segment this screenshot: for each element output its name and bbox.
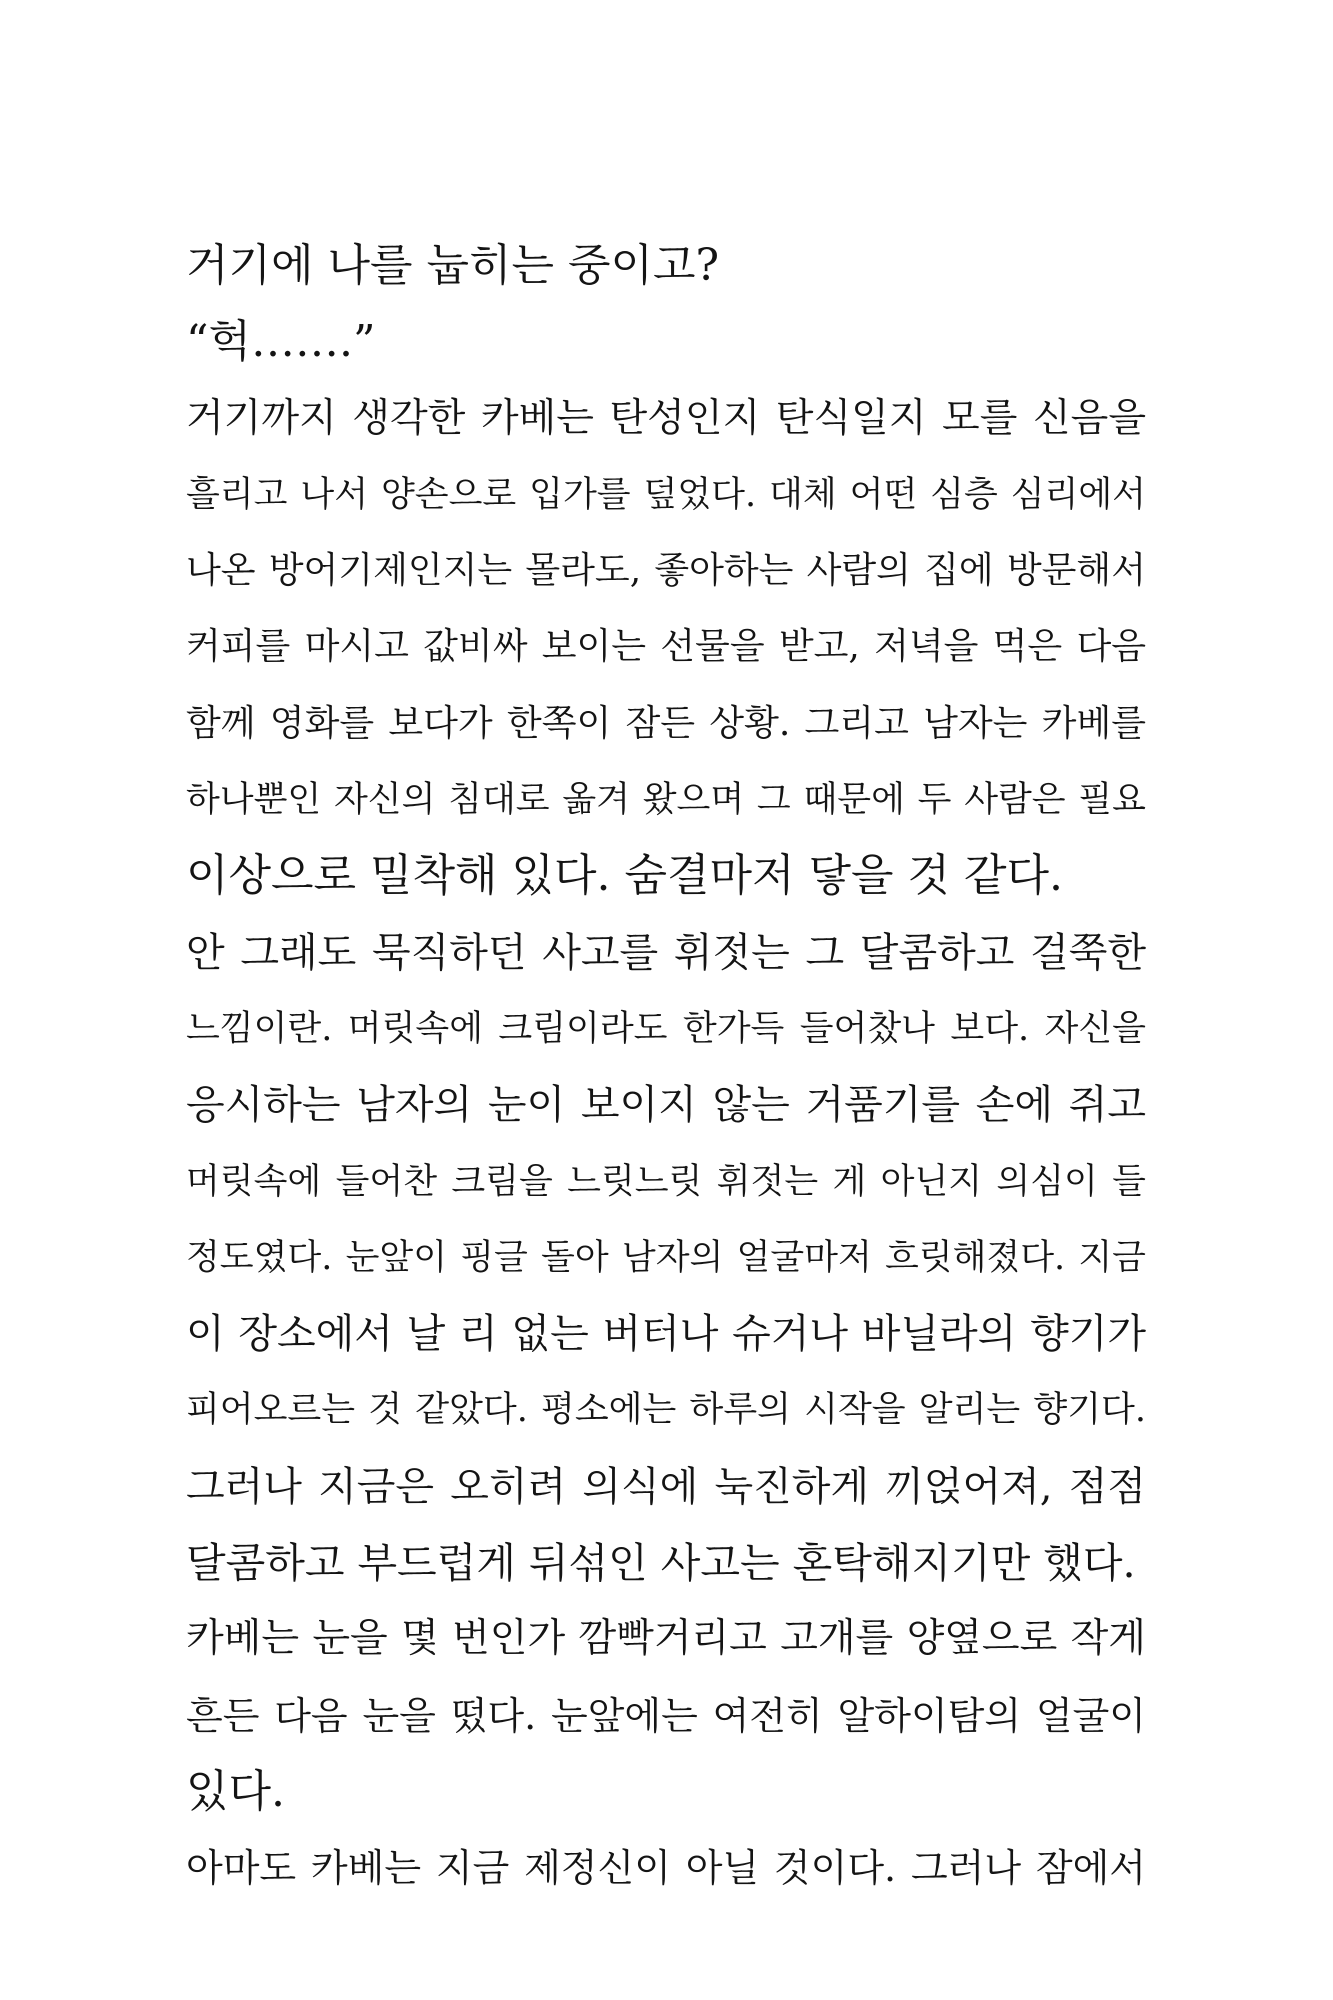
text-line: 이상으로 밀착해 있다. 숨결마저 닿을 것 같다. xyxy=(186,850,1063,902)
text-line: 나온 방어기제인지는 몰라도, 좋아하는 사람의 집에 방문해서 xyxy=(186,550,1146,592)
body-text xyxy=(186,228,1146,1907)
text-line: 커피를 마시고 값비싸 보이는 선물을 받고, 저녁을 먹은 다음 xyxy=(186,626,1146,668)
text-line: 아마도 카베는 지금 제정신이 아닐 것이다. 그러나 잠에서 xyxy=(186,1846,1146,1891)
text-line: 달콤하고 부드럽게 뒤섞인 사고는 혼탁해지기만 했다. xyxy=(186,1539,1136,1588)
text-line: 머릿속에 들어찬 크림을 느릿느릿 휘젓는 게 아닌지 의심이 들 xyxy=(186,1161,1146,1202)
text-line: 하나뿐인 자신의 침대로 옮겨 왔으며 그 때문에 두 사람은 필요 xyxy=(186,780,1146,821)
text-line: 있다. xyxy=(186,1765,285,1817)
text-line: 피어오르는 것 같았다. 평소에는 하루의 시작을 알리는 향기다. xyxy=(186,1390,1146,1431)
text-line: 거기에 나를 눕히는 중이고? xyxy=(186,240,720,291)
text-line: 느낌이란. 머릿속에 크림이라도 한가득 들어찼나 보다. 자신을 xyxy=(186,1008,1146,1049)
text-line: 함께 영화를 보다가 한쪽이 잠든 상황. 그리고 남자는 카베를 xyxy=(186,702,1146,744)
text-line: 안 그래도 묵직하던 사고를 휘젓는 그 달콤하고 걸쭉한 xyxy=(186,929,1146,976)
text-line: 흘리고 나서 양손으로 입가를 덮었다. 대체 어떤 심층 심리에서 xyxy=(186,474,1146,515)
text-line: 거기까지 생각한 카베는 탄성인지 탄식일지 모를 신음을 xyxy=(186,395,1146,441)
text-line: 그러나 지금은 오히려 의식에 눅진하게 끼얹어져, 점점 xyxy=(186,1463,1146,1510)
text-line: 이 장소에서 날 리 없는 버터나 슈거나 바닐라의 향기가 xyxy=(186,1311,1146,1358)
text-line: 흔든 다음 눈을 떴다. 눈앞에는 여전히 알하이탐의 얼굴이 xyxy=(186,1693,1146,1738)
text-line: 카베는 눈을 몇 번인가 깜빡거리고 고개를 양옆으로 작게 xyxy=(186,1616,1146,1662)
text-line: 정도였다. 눈앞이 핑글 돌아 남자의 얼굴마저 흐릿해졌다. 지금 xyxy=(186,1237,1146,1278)
text-line: “헉…….” xyxy=(186,316,376,368)
text-line: 응시하는 남자의 눈이 보이지 않는 거품기를 손에 쥐고 xyxy=(186,1082,1146,1129)
